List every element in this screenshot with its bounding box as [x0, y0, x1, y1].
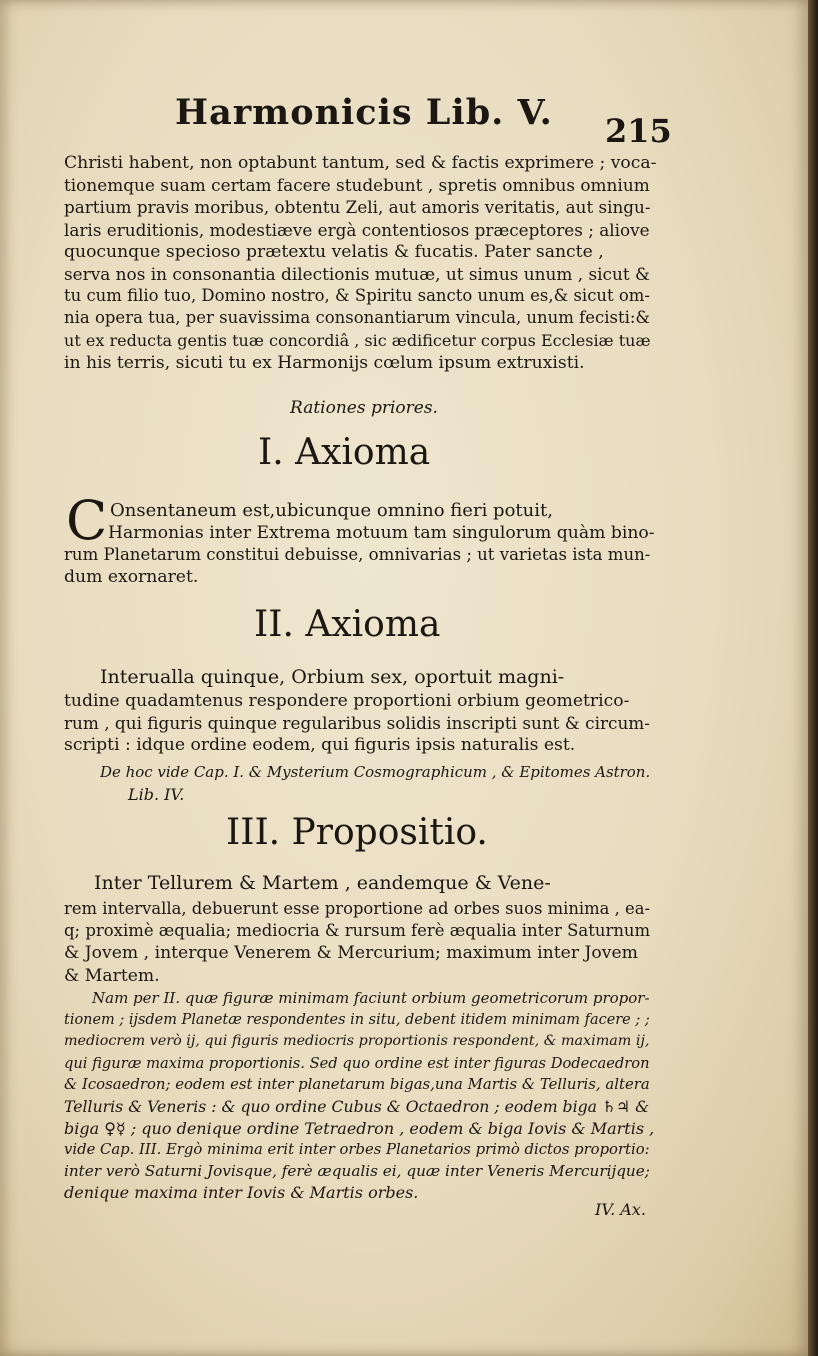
- text-line: Onsentaneum est,ubicunque omnino fieri potuit,: [110, 500, 553, 521]
- section-subtitle: Rationes priores.: [290, 398, 438, 418]
- running-title: Harmonicis Lib. V.: [175, 92, 553, 133]
- text-line: Harmonias inter Extrema motuum tam singulorum quàm bino-: [108, 523, 655, 543]
- text-line: tionem ; ijsdem Planetæ respondentes in situ, debent itidem minimam facere ; ;: [64, 1011, 650, 1028]
- text-line: vide Cap. III. Ergò minima erit inter orbes Planetarios primò dictos proportio:: [64, 1141, 650, 1159]
- text-line: Nam per II. quæ figuræ minimam faciunt orbium geometricorum propor-: [92, 989, 650, 1007]
- proposition-3-body: [64, 898, 656, 987]
- text-line: rem intervalla, debuerunt esse proportione ad orbes suos minima , ea-: [64, 899, 651, 918]
- text-line: scripti : idque ordine eodem, qui figuris ipsis naturalis est.: [64, 735, 576, 756]
- page-edge: [808, 0, 818, 1356]
- page-number: 215: [605, 112, 672, 150]
- opening-paragraph: [64, 152, 656, 374]
- catchword: IV. Ax.: [595, 1200, 646, 1219]
- text-line: Telluris & Veneris : & quo ordine Cubus & Octaedron ; eodem biga ♄♃ &: [64, 1096, 650, 1116]
- axiom-1-body: [64, 522, 656, 589]
- text-line: mediocrem verò ij, qui figuris mediocris proportionis respondent, & maximam ij,: [64, 1033, 650, 1050]
- axiom-1-line-1: [110, 500, 656, 522]
- axiom-1-heading: I. Axioma: [258, 432, 431, 473]
- text-line: & Jovem , interque Venerem & Mercurium; maximum inter Jovem: [64, 943, 638, 964]
- text-line: nia opera tua, per suavissima consonantiarum vincula, unum fecisti:&: [64, 308, 651, 328]
- running-header: [175, 92, 655, 142]
- text-line: ut ex reducta gentis tuæ concordiâ , sic ædificetur corpus Ecclesiæ tuæ: [64, 330, 651, 350]
- text-line: dum exornaret.: [64, 567, 199, 588]
- text-line: Inter Tellurem & Martem , eandemque & Vene-: [94, 872, 551, 894]
- text-line: denique maxima inter Iovis & Martis orbes.: [64, 1183, 419, 1203]
- text-line: serva nos in consonantia dilectionis mutuæ, ut simus unum , sicut &: [64, 264, 651, 285]
- text-line: tu cum filio tuo, Domino nostro, & Spiritu sancto unum es,& sicut om-: [64, 286, 650, 306]
- text-line: Christi habent, non optabunt tantum, sed & factis exprimere ; voca-: [64, 153, 656, 173]
- text-line: partium pravis moribus, obtentu Zeli, aut amoris veritatis, aut singu-: [64, 197, 651, 218]
- text-line: rum Planetarum constitui debuisse, omnivarias ; ut varietas ista mun-: [64, 545, 651, 565]
- text-line: & Martem.: [64, 965, 160, 986]
- axiom-2-line-1: [100, 666, 656, 688]
- text-line: rum , qui figuris quinque regularibus solidis inscripti sunt & circum-: [64, 713, 650, 734]
- proposition-3-line-1: [94, 872, 656, 894]
- text-line: & Icosaedron; eodem est inter planetarum bigas,una Martis & Telluris, altera: [64, 1075, 650, 1094]
- text-line: in his terris, sicuti tu ex Harmonijs cœlum ipsum extruxisti.: [64, 352, 585, 373]
- text-line: tionemque suam certam facere studebunt , spretis omnibus omnium: [64, 175, 650, 196]
- axiom-2-note: [100, 762, 656, 805]
- text-line: qui figuræ maxima proportionis. Sed quo ordine est inter figuras Dodecaedron: [64, 1054, 650, 1072]
- text-line: quocunque specioso prætextu velatis & fucatis. Pater sancte ,: [64, 241, 604, 262]
- text-line: Lib. IV.: [128, 784, 185, 804]
- text-line: q; proximè æqualia; mediocria & rursum ferè æqualia inter Saturnum: [64, 921, 651, 941]
- text-line: tudine quadamtenus respondere proportioni orbium geometrico-: [64, 691, 630, 711]
- axiom-2-body: [64, 690, 656, 757]
- text-line: Interualla quinque, Orbium sex, oportuit magni-: [100, 666, 565, 688]
- proposition-3-proof: [64, 988, 656, 1204]
- text-line: biga ♀☿ ; quo denique ordine Tetraedron , eodem & biga Iovis & Martis ,: [64, 1118, 655, 1138]
- text-line: De hoc vide Cap. I. & Mysterium Cosmographicum , & Epitomes Astron.: [100, 763, 651, 781]
- text-line: laris eruditionis, modestiæve ergà contentiosos præceptores ; aliove: [64, 219, 650, 240]
- proposition-3-heading: III. Propositio.: [226, 812, 488, 853]
- text-line: inter verò Saturni Jovisque, ferè æqualis ei, quæ inter Veneris Mercurijque;: [64, 1161, 650, 1180]
- drop-capital: C: [66, 489, 108, 552]
- axiom-2-heading: II. Axioma: [254, 604, 441, 645]
